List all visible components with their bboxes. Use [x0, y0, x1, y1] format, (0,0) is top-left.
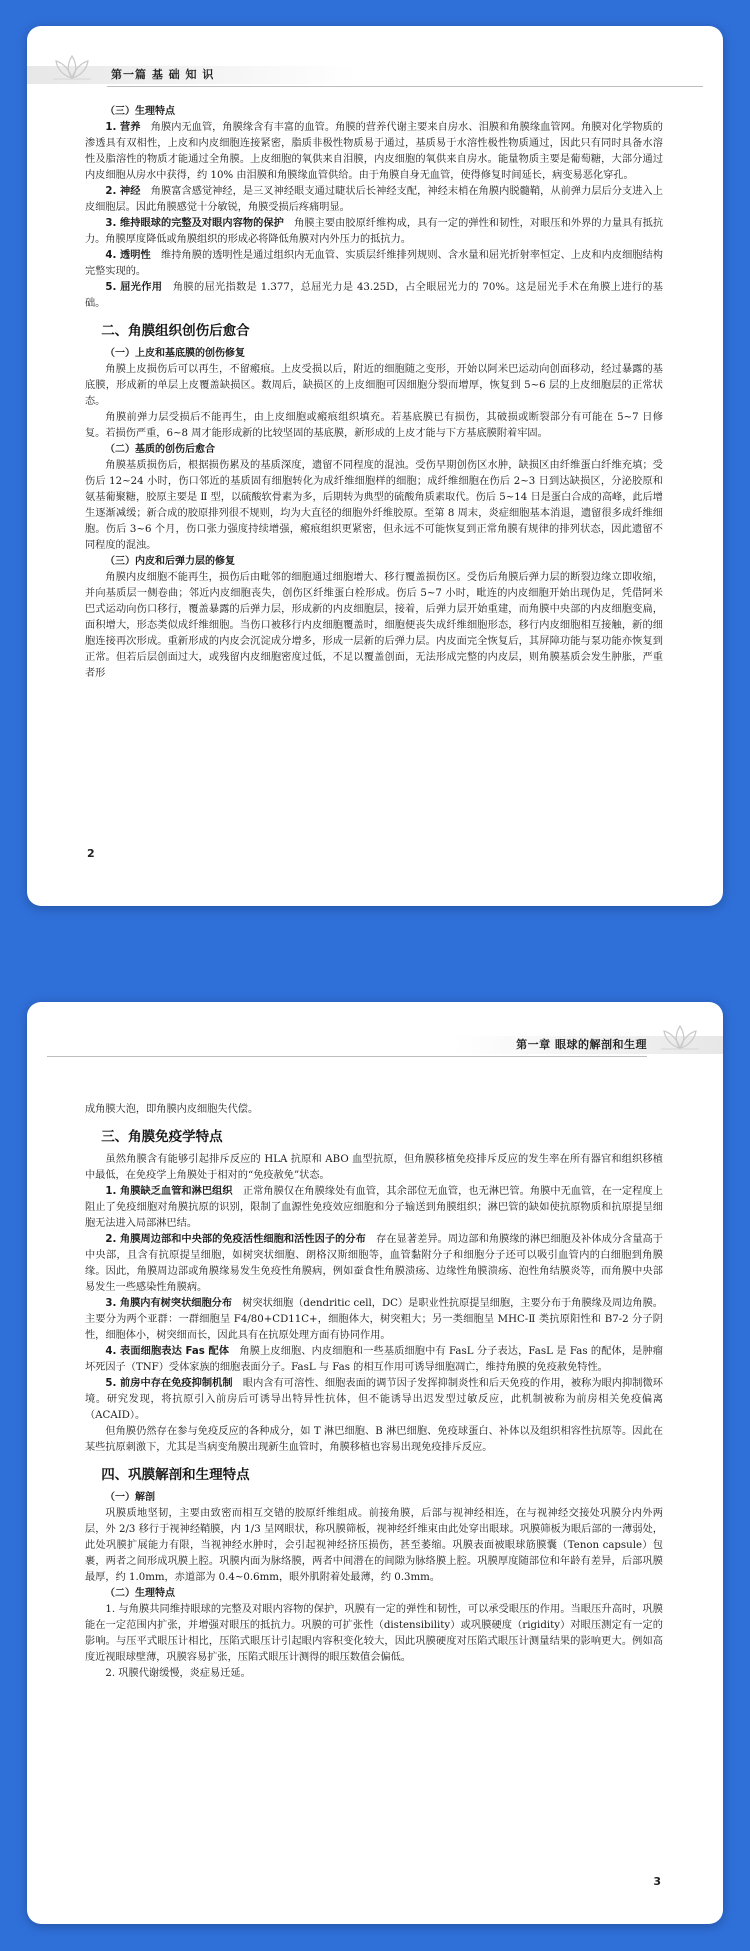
book-page-3	[27, 1002, 723, 1924]
numbered-paragraph	[85, 280, 663, 312]
numbered-paragraph	[85, 1376, 663, 1424]
paragraph-lead: 2. 角膜周边部和中央部的免疫活性细胞和活性因子的分布	[105, 1234, 366, 1245]
paragraph-text: 存在显著差异。周边部和角膜缘的淋巴细胞及补体成分含量高于中央部，且含有抗原提呈细胞，如树突状细胞、朗格汉斯细胞等，血管黏附分子和细胞分子还可以吸引血管内的白细胞到角膜缘。因此，角膜周边部或角膜缘易发生免疫性角膜病，例如蚕食性角膜溃疡、边缘性角膜溃疡、泡性角结膜炎等，而角膜中央部易发生一些感染性角膜病。	[85, 1234, 663, 1293]
page-body	[85, 1102, 663, 1682]
paragraph: 角膜内皮细胞不能再生，损伤后由毗邻的细胞通过细胞增大、移行覆盖损伤区。受伤后角膜后弹力层的断裂边缘立即收缩，并向基质层一侧卷曲；邻近内皮细胞丧失，创伤区纤维蛋白栓形成。伤后 5~7 小时，毗连的内皮细胞开始出现伪足，凭借阿米巴式运动向伤口移行，覆盖暴露的后弹力层，形成新的内皮细胞层，接着，后弹力层开始重建，而角膜中央部的内皮细胞变扁，面积增大，形态类似成纤维细胞。当伤口被移行内皮细胞覆盖时，细胞便丧失成纤维细胞形态，移行内皮细胞相互接触，新的细胞连接再次形成。重新形成的内皮会沉淀成分增多，形成一层新的后弹力层。内皮面完全恢复后，其屏障功能与泵功能亦恢复到正常。但若后层创面过大，或残留内皮细胞密度过低，不足以覆盖创面，无法形成完整的内皮层，则角膜基质会发生肿胀，严重者形	[85, 572, 663, 679]
numbered-paragraph	[85, 120, 663, 184]
paragraph: 虽然角膜含有能够引起排斥反应的 HLA 抗原和 ABO 血型抗原，但角膜移植免疫排斥反应的发生率在所有器官和组织移植中最低，在免疫学上角膜处于相对的“免疫赦免”状态。	[85, 1154, 663, 1181]
section-heading: 三、角膜免疫学特点	[101, 1129, 223, 1145]
lotus-icon	[657, 1022, 703, 1052]
section-heading: 四、巩膜解剖和生理特点	[101, 1467, 250, 1483]
paragraph-lead: 2. 神经	[105, 186, 141, 197]
paragraph: 但角膜仍然存在参与免疫反应的各种成分，如 T 淋巴细胞、B 淋巴细胞、免疫球蛋白、补体以及组织相容性抗原等。因此在某些抗原刺激下，尤其是当病变角膜出现新生血管时，角膜移植也容易出现免疫排斥反应。	[85, 1426, 663, 1453]
subsection-heading: （二）生理特点	[105, 1588, 175, 1599]
paragraph-text: 树突状细胞（dendritic cell，DC）是职业性抗原提呈细胞，主要分布于角膜缘及周边角膜。主要分为两个亚群：一群细胞呈 F4/80+CD11C+，细胞体大，树突粗大；另一类细胞呈 MHC-Ⅱ 类抗原阳性和 B7-2 分子阴性，细胞体小，树突细而长，因此具有在抗原处理方面有协同作用。	[85, 1298, 663, 1341]
numbered-paragraph	[85, 1344, 663, 1376]
paragraph: 角膜上皮损伤后可以再生，不留瘢痕。上皮受损以后，附近的细胞随之变形，开始以阿米巴运动向创面移动，经过暴露的基底膜，形成新的单层上皮覆盖缺损区。数周后，缺损区的上皮细胞可因细胞分裂而增厚，恢复到 5~6 层的上皮细胞层的正常状态。	[85, 364, 663, 407]
lotus-icon	[49, 52, 95, 82]
paragraph-text: 维持角膜的透明性是通过组织内无血管、实质层纤维排列规则、含水量和屈光折射率恒定、上皮和内皮细胞结构完整实现的。	[85, 250, 663, 277]
numbered-paragraph	[85, 1184, 663, 1232]
running-header	[27, 62, 723, 88]
paragraph-lead: 1. 营养	[105, 122, 141, 133]
paragraph: 角膜前弹力层受损后不能再生，由上皮细胞或瘢痕组织填充。若基底膜已有损伤，其破损或断裂部分有可能在 5~7 日修复。若损伤严重，6~8 周才能形成新的比较坚固的基底膜，新形成的上皮才能与下方基底膜附着牢固。	[85, 412, 663, 439]
page-number: 3	[653, 1875, 661, 1888]
subsection-heading: （三）内皮和后弹力层的修复	[105, 556, 235, 567]
header-rule	[107, 86, 703, 87]
paragraph: 巩膜质地坚韧，主要由致密而相互交错的胶原纤维组成。前接角膜，后部与视神经相连，在与视神经交接处巩膜分内外两层，外 2/3 移行于视神经鞘膜，内 1/3 呈网眼状，称巩膜筛板，视神经纤维束由此处穿出眼球。巩膜筛板为眼后部的一薄弱处，此处巩膜扩展能力有限，当视神经水肿时，会引起视神经挤压损伤，甚至萎缩。巩膜表面被眼球筋膜囊（Tenon capsule）包裹，两者之间形成巩膜上腔。巩膜内面为脉络膜，两者中间潜在的间隙为脉络膜上腔。巩膜厚度随部位和年龄有差异，后部巩膜最厚，约 1.0mm，赤道部为 0.4~0.6mm，眼外肌附着处最薄，约 0.3mm。	[85, 1508, 663, 1583]
paragraph-lead: 5. 前房中存在免疫抑制机制	[105, 1378, 233, 1389]
numbered-paragraph	[85, 184, 663, 216]
paragraph-lead: 5. 屈光作用	[105, 282, 163, 293]
paragraph: 成角膜大泡，即角膜内皮细胞失代偿。	[85, 1104, 259, 1115]
subsection-heading: （一）上皮和基底膜的创伤修复	[105, 348, 245, 359]
paragraph: 2. 巩膜代谢缓慢，炎症易迁延。	[105, 1668, 251, 1679]
paragraph: 角膜基质损伤后，根据损伤累及的基质深度，遗留不同程度的混浊。受伤早期创伤区水肿，缺损区由纤维蛋白纤维充填；受伤后 12~24 小时，伤口邻近的基质固有细胞转化为成纤维细胞样的细胞；成纤维细胞在伤后 2~3 日到达缺损区，分泌胶原和氨基葡聚糖，胶原主要是 Ⅱ 型，以硫酸软骨素为多，后期转为典型的硫酸角质素取代。伤后 5~14 日是蛋白合成的高峰，此后增生逐渐减缓；新合成的胶原排列很不规则，均为大直径的细胞外纤维胶原。至第 8 周末，炎症细胞基本消退，遗留很多成纤维细胞。伤后 3~6 个月，伤口张力强度持续增强，瘢痕组织更紧密，但永远不可能恢复到正常角膜有规律的排列状态，因此遗留不同程度的混浊。	[85, 460, 663, 551]
header-rule	[47, 1056, 647, 1057]
section-heading: 二、角膜组织创伤后愈合	[101, 323, 250, 339]
paragraph-lead: 3. 角膜内有树突状细胞分布	[105, 1298, 233, 1309]
paragraph-text: 角膜主要由胶原纤维构成，具有一定的弹性和韧性，对眼压和外界的力量具有抵抗力。角膜厚度降低或角膜组织的形成必将降低角膜对内外压力的抵抗力。	[85, 218, 664, 245]
numbered-paragraph	[85, 248, 663, 280]
paragraph-text: 角膜的屈光指数是 1.377，总屈光力是 43.25D，占全眼屈光力的 70%。这是屈光手术在角膜上进行的基础。	[85, 282, 663, 309]
numbered-paragraph	[85, 216, 663, 248]
paragraph-text: 正常角膜仅在角膜缘处有血管，其余部位无血管，也无淋巴管。角膜中无血管，在一定程度上阻止了免疫细胞对角膜抗原的识别，限制了血源性免疫效应细胞和分子输送到角膜组织；淋巴管的缺如使抗原物质和抗原提呈细胞无法进入局部淋巴结。	[85, 1186, 663, 1229]
paragraph: 1. 与角膜共同维持眼球的完整及对眼内容物的保护，巩膜有一定的弹性和韧性，可以承受眼压的作用。当眼压升高时，巩膜能在一定范围内扩张，并增强对眼压的抵抗力。巩膜的可扩张性（distensibility）或巩膜硬度（rigidity）对眼压测定有一定的影响。与压平式眼压计相比，压陷式眼压计引起眼内容积变化较大，因此巩膜硬度对压陷式眼压计测量结果的影响更大。例如高度近视眼球壁薄，巩膜容易扩张，压陷式眼压计测得的眼压数值会偏低。	[85, 1604, 663, 1663]
paragraph-text: 角膜富含感觉神经，是三叉神经眼支通过睫状后长神经支配，神经末梢在角膜内脱髓鞘，从前弹力层后分支进入上皮细胞层。因此角膜感觉十分敏锐，角膜受损后疼痛明显。	[85, 186, 663, 213]
paragraph-text: 眼内含有可溶性、细胞表面的调节因子发挥抑制炎性和后天免疫的作用，被称为眼内抑制微环境。研究发现，将抗原引入前房后可诱导出特异性抗体，但不能诱导出迟发型过敏反应，此机制被称为前房相关免疫偏离（ACAID）。	[85, 1378, 663, 1421]
header-title: 第一章 眼球的解剖和生理	[516, 1038, 647, 1051]
page-number: 2	[87, 847, 95, 860]
numbered-paragraph	[85, 1296, 663, 1344]
subsection-heading: （三）生理特点	[105, 106, 175, 117]
paragraph-text: 角膜上皮细胞、内皮细胞和一些基质细胞中有 FasL 分子表达，FasL 是 Fas 的配体，是肿瘤坏死因子（TNF）受体家族的细胞表面分子。FasL 与 Fas 的相互作用可诱导细胞凋亡，维持角膜的免疫赦免特性。	[85, 1346, 663, 1373]
numbered-paragraph	[85, 1232, 663, 1296]
running-header	[27, 1032, 723, 1058]
paragraph-lead: 1. 角膜缺乏血管和淋巴组织	[105, 1186, 233, 1197]
paragraph-text: 角膜内无血管，角膜缘含有丰富的血管。角膜的营养代谢主要来自房水、泪膜和角膜缘血管网。角膜对化学物质的渗透具有双相性，上皮和内皮细胞连接紧密，脂质非极性物质易于通过，基质易于水溶性极性物质通过，因此只有同时具备水溶性及脂溶性的物质才能通过全角膜。上皮细胞的氧供来自泪膜，内皮细胞的氧供来自房水。能量物质主要是葡萄糖，大部分通过内皮细胞从房水中获得，约 10% 由泪膜和角膜缘血管供给。由于角膜自身无血管，使得修复时间延长，病变易恶化穿孔。	[85, 122, 663, 181]
paragraph-lead: 4. 表面细胞表达 Fas 配体	[105, 1346, 230, 1357]
subsection-heading: （一）解剖	[105, 1492, 155, 1503]
page-body	[85, 104, 663, 682]
paragraph-lead: 4. 透明性	[105, 250, 151, 261]
paragraph-lead: 3. 维持眼球的完整及对眼内容物的保护	[105, 218, 284, 229]
book-page-2	[27, 26, 723, 906]
header-title: 第一篇 基 础 知 识	[111, 68, 215, 81]
subsection-heading: （二）基质的创伤后愈合	[105, 444, 215, 455]
